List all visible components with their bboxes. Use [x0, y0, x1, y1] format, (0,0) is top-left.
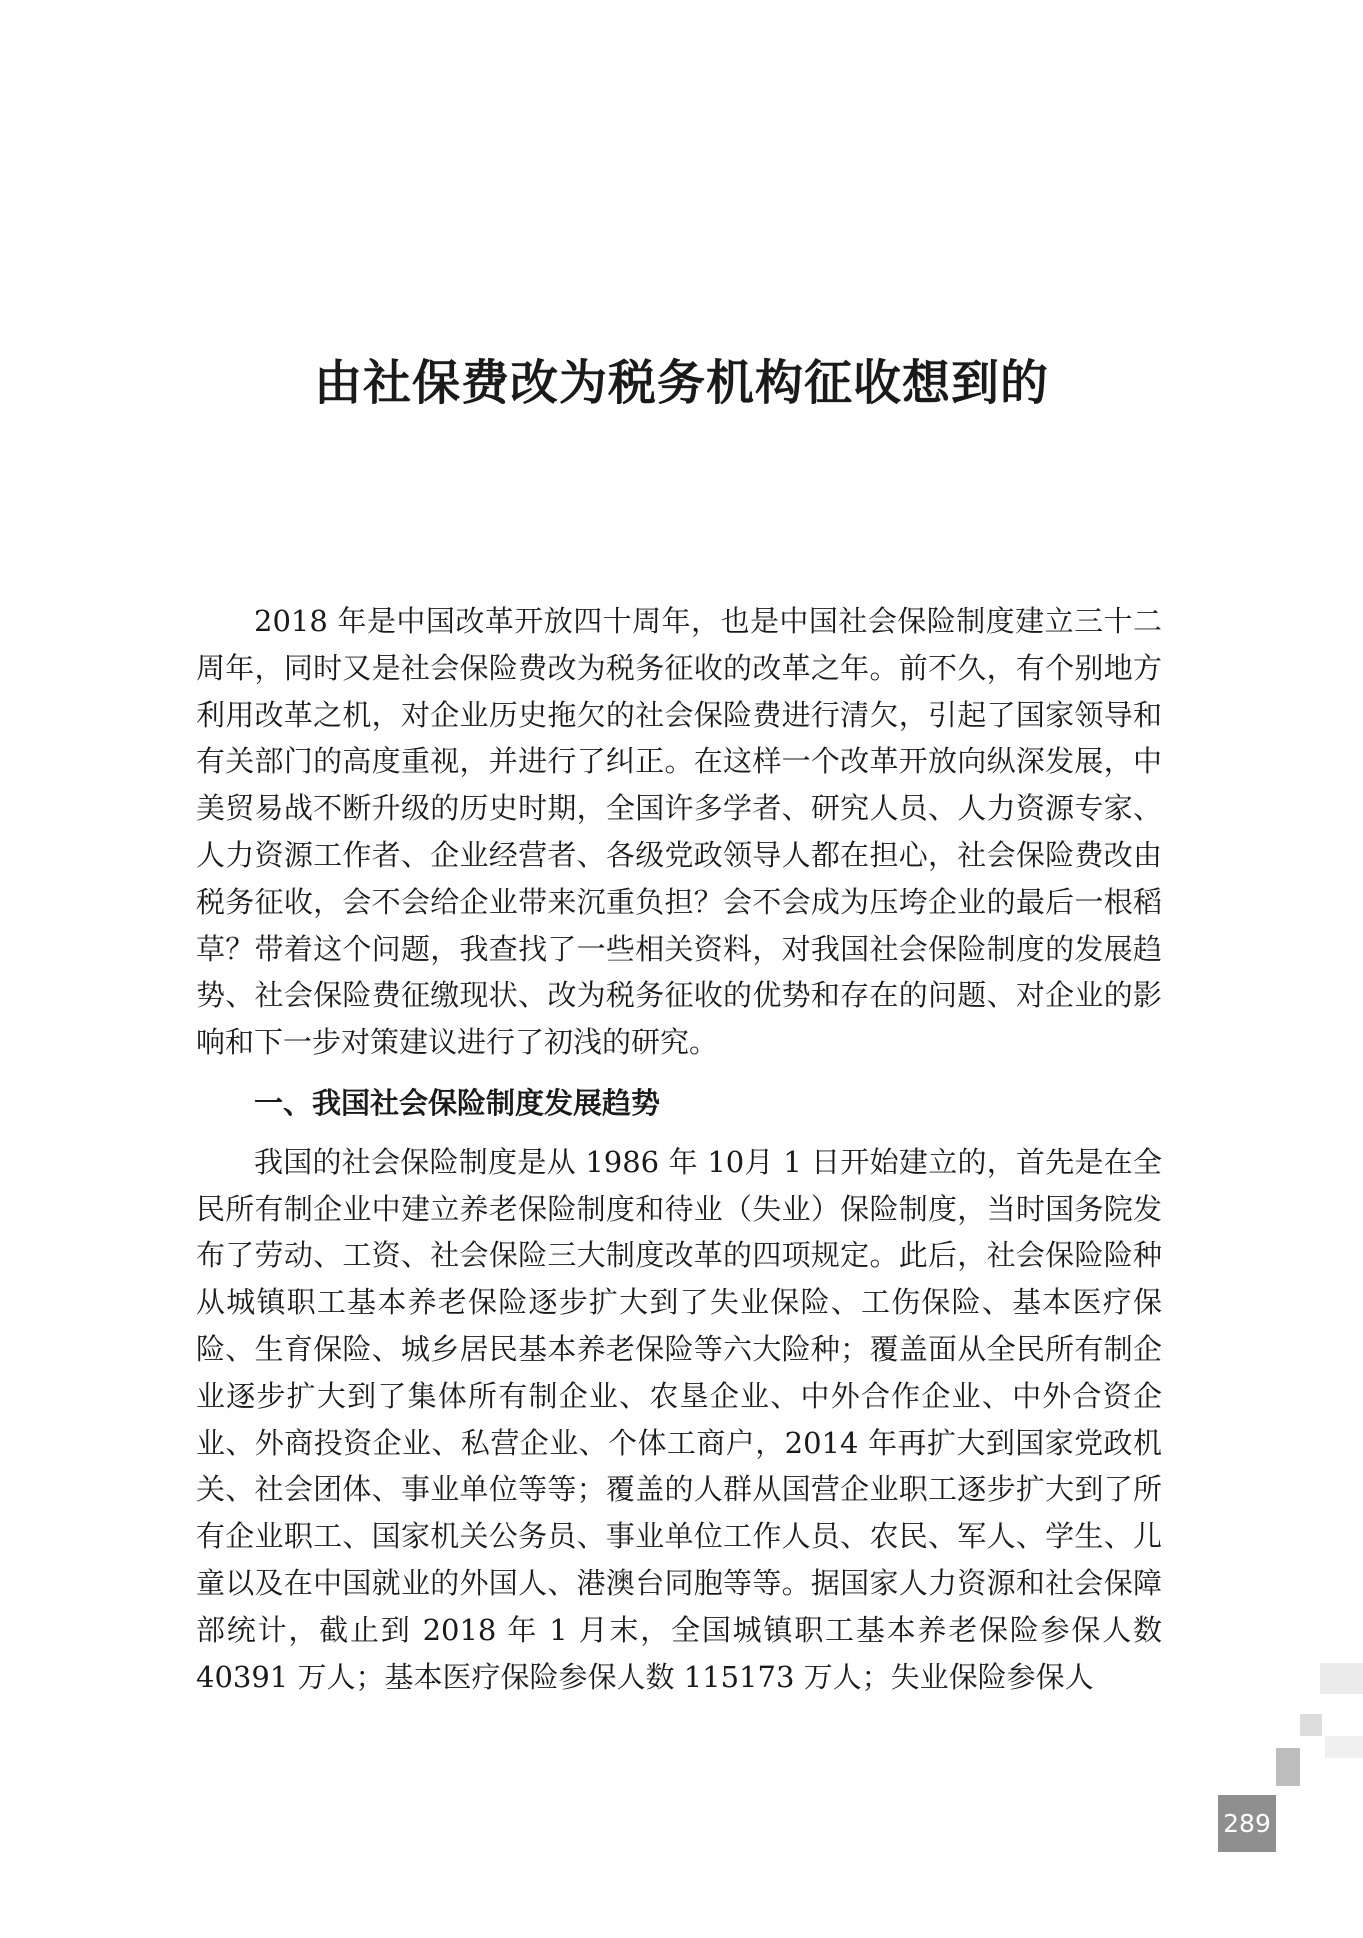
- paragraph-section: 我国的社会保险制度是从 1986 年 10月 1 日开始建立的，首先是在全民所有制企业中建立养老保险制度和待业（失业）保险制度，当时国务院发布了劳动、工资、社会保险三大制度改革的四项规定。此后，社会保险险种从城镇职工基本养老保险逐步扩大到了失业保险、工伤保险、基本医疗保险、生育保险、城乡居民基本养老保险等六大险种；覆盖面从全民所有制企业逐步扩大到了集体所有制企业、农垦企业、中外合作企业、中外合资企业、外商投资企业、私营企业、个体工商户，2014 年再扩大到国家党政机关、社会团体、事业单位等等；覆盖的人群从国营企业职工逐步扩大到了所有企业职工、国家机关公务员、事业单位工作人员、农民、军人、学生、儿童以及在中国就业的外国人、港澳台同胞等等。据国家人力资源和社会保障部统计，截止到 2018 年 1 月末，全国城镇职工基本养老保险参保人数 40391 万人；基本医疗保险参保人数 115173 万人；失业保险参保人: [196, 1144, 1162, 1694]
- decor-square: [1325, 1736, 1363, 1758]
- page-title: 由社保费改为税务机构征收想到的: [313, 355, 1049, 411]
- section-heading: 一、我国社会保险制度发展趋势: [254, 1085, 661, 1120]
- paragraph-intro: 2018 年是中国改革开放四十周年，也是中国社会保险制度建立三十二周年，同时又是社会保险费改为税务征收的改革之年。前不久，有个别地方利用改革之机，对企业历史拖欠的社会保险费进行清欠，引起了国家领导和有关部门的高度重视，并进行了纠正。在这样一个改革开放向纵深发展，中美贸易战不断升级的历史时期，全国许多学者、研究人员、人力资源专家、人力资源工作者、企业经营者、各级党政领导人都在担心，社会保险费改由税务征收，会不会给企业带来沉重负担？会不会成为压垮企业的最后一根稻草？带着这个问题，我查找了一些相关资料，对我国社会保险制度的发展趋势、社会保险费征缴现状、改为税务征收的优势和存在的问题、对企业的影响和下一步对策建议进行了初浅的研究。: [196, 604, 1162, 1060]
- decor-square: [1276, 1748, 1300, 1786]
- body-text: [196, 598, 1162, 1700]
- decor-square: [1320, 1663, 1363, 1694]
- decor-square: [1300, 1714, 1322, 1736]
- page-number: 289: [1218, 1795, 1276, 1852]
